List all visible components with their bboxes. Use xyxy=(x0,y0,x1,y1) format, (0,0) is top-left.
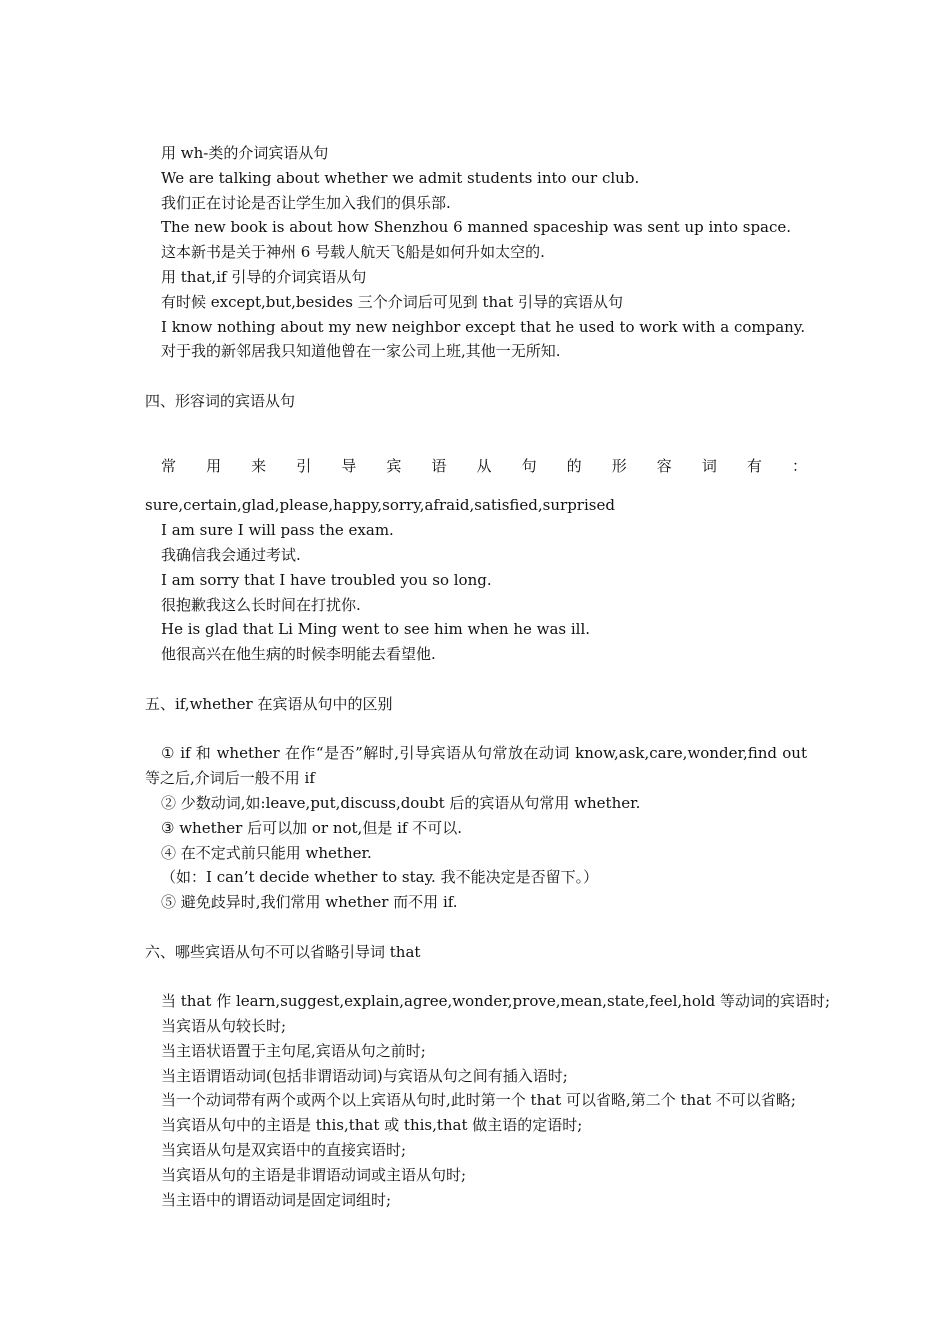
rule-line: 当宾语从句的主语是非谓语动词或主语从句时; xyxy=(161,1165,467,1184)
text-line: I am sure I will pass the exam. xyxy=(161,521,394,540)
rule-line: 当 that 作 learn,suggest,explain,agree,wonder,prove,mean,state,feel,hold 等动词的宾语时; xyxy=(161,992,831,1011)
spacer xyxy=(145,915,807,940)
rule-line: 当宾语从句较长时; xyxy=(161,1017,287,1036)
text-line: 我确信我会通过考试. xyxy=(161,545,301,564)
rule-line: 当主语谓语动词(包括非谓语动词)与宾语从句之间有插入语时; xyxy=(161,1066,568,1085)
text-line: He is glad that Li Ming went to see him when he was ill. xyxy=(161,620,591,639)
document-body xyxy=(145,141,831,1212)
adjective-list: sure,certain,glad,please,happy,sorry,afraid,satisfied,surprised xyxy=(145,496,615,515)
text-line: 用 wh-类的介词宾语从句 xyxy=(161,144,329,162)
text-line: I am sorry that I have troubled you so long. xyxy=(161,570,492,589)
spacer xyxy=(145,414,807,439)
text-line: I know nothing about my new neighbor except that he used to work with a company. xyxy=(161,317,806,336)
list-item: ② 少数动词,如:leave,put,discuss,doubt 后的宾语从句常用 whether. xyxy=(161,793,641,812)
rule-line: 当宾语从句中的主语是 this,that 或 this,that 做主语的定语时; xyxy=(161,1116,583,1135)
intro-line: 常用来引导宾语从句的形容词有： xyxy=(161,456,807,475)
section-heading: 四、形容词的宾语从句 xyxy=(145,391,296,410)
text-line: 很抱歉我这么长时间在打扰你. xyxy=(161,595,361,614)
example-line: （如：I can’t decide whether to stay. 我不能决定是否留下。） xyxy=(161,868,599,887)
spacer xyxy=(145,364,807,389)
text-line: 这本新书是关于神州 6 号载人航天飞船是如何升如太空的. xyxy=(161,243,545,262)
spacer xyxy=(145,667,807,692)
spacer xyxy=(145,965,807,990)
rule-line: 当主语中的谓语动词是固定词组时; xyxy=(161,1190,392,1209)
rule-line: 当一个动词带有两个或两个以上宾语从句时,此时第一个 that 可以省略,第二个 that 不可以省略; xyxy=(161,1091,796,1110)
rule-line: 当主语状语置于主句尾,宾语从句之前时; xyxy=(161,1041,426,1060)
text-line: We are talking about whether we admit students into our club. xyxy=(161,168,640,187)
section-heading: 五、if,whether 在宾语从句中的区别 xyxy=(145,694,393,713)
text-line: 他很高兴在他生病的时候李明能去看望他. xyxy=(161,645,436,664)
spacer xyxy=(145,717,807,742)
text-line: The new book is about how Shenzhou 6 manned spaceship was sent up into space. xyxy=(161,218,792,237)
text-line: 用 that,if 引导的介词宾语从句 xyxy=(161,267,367,286)
rule-line: 当宾语从句是双宾语中的直接宾语时; xyxy=(161,1141,407,1160)
list-item: ④ 在不定式前只能用 whether. xyxy=(161,843,372,862)
list-item: ③ whether 后可以加 or not,但是 if 不可以. xyxy=(161,818,462,837)
section-heading: 六、哪些宾语从句不可以省略引导词 that xyxy=(145,942,421,961)
list-item: ⑤ 避免歧异时,我们常用 whether 而不用 if. xyxy=(161,893,458,912)
text-line: 对于我的新邻居我只知道他曾在一家公司上班,其他一无所知. xyxy=(161,342,561,361)
text-line: 我们正在讨论是否让学生加入我们的俱乐部. xyxy=(161,193,451,212)
text-line: 有时候 except,but,besides 三个介词后可见到 that 引导的宾语从句 xyxy=(161,292,623,311)
list-item: ① if 和 whether 在作“是否”解时,引导宾语从句常放在动词 know,ask,care,wonder,find out 等之后,介词后一般不用 if xyxy=(145,744,807,788)
